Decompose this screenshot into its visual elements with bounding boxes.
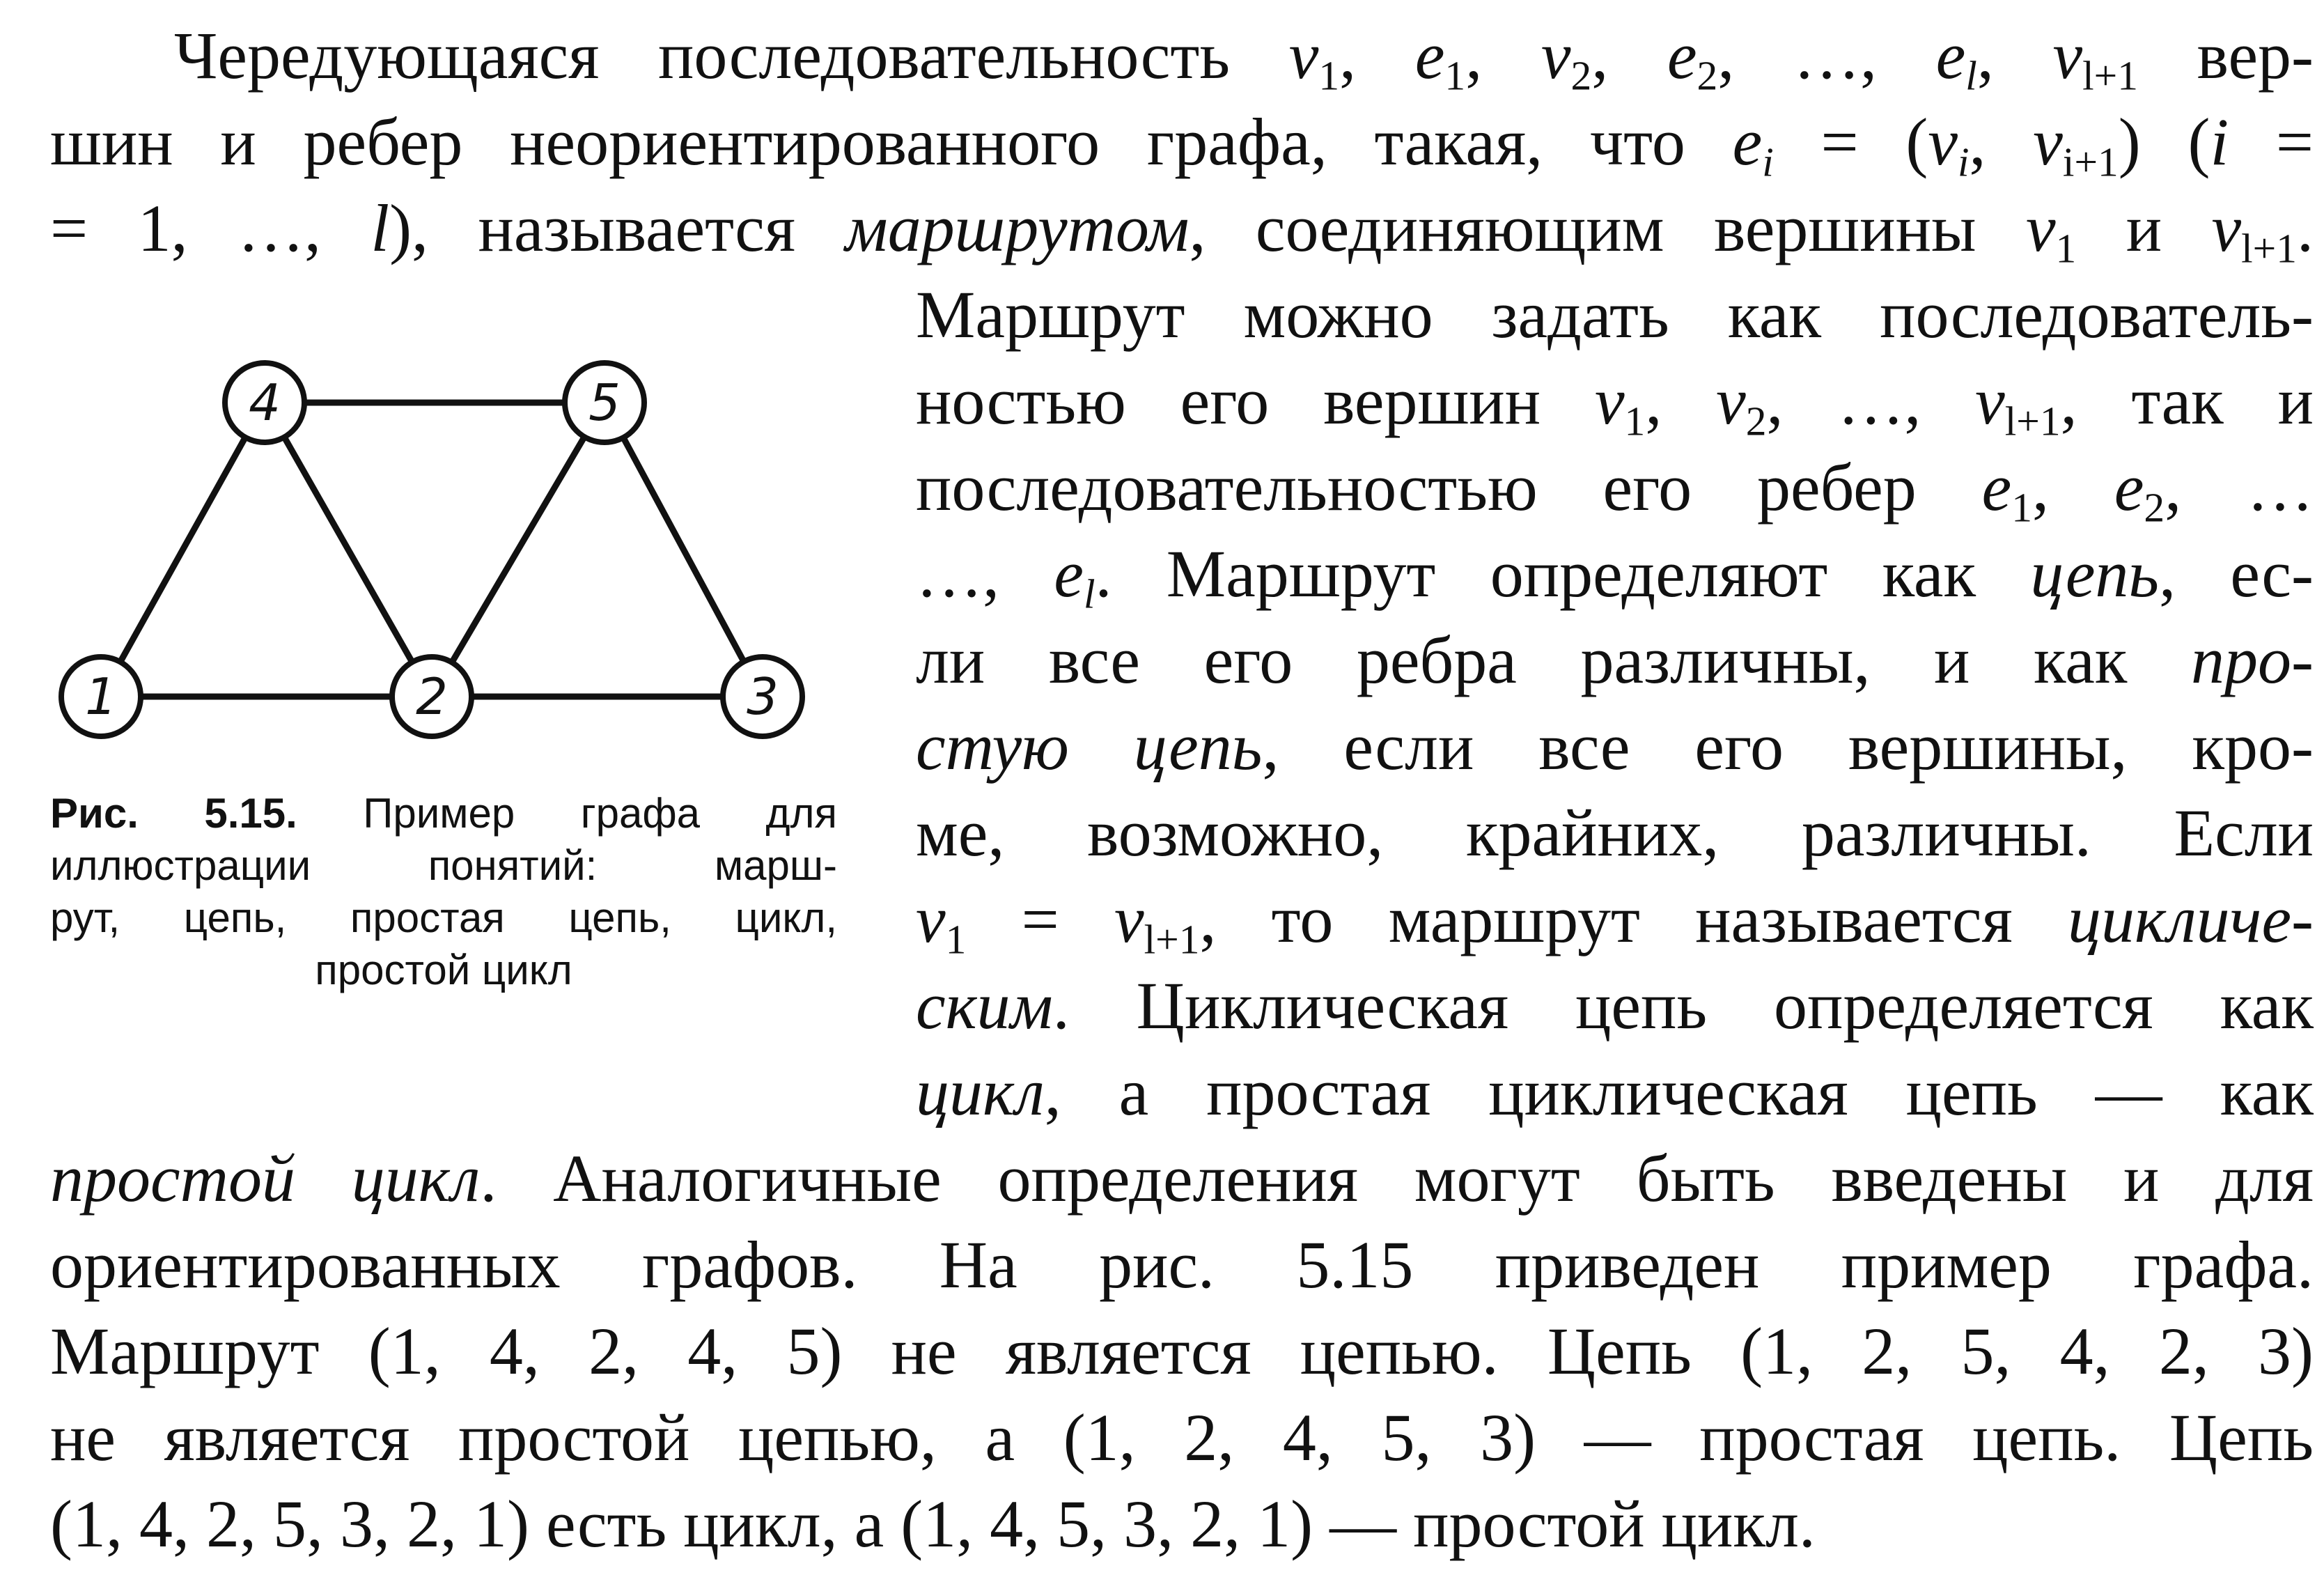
text-line-4: Маршрут можно задать как последователь- [916,277,2314,352]
math-var: v [1716,364,1746,438]
text-run: . Аналогичные определения могут быть введены и для [480,1141,2314,1216]
term-route: маршрутом [845,191,1190,265]
text-run: , а простая циклическая цепь — как [1044,1055,2314,1129]
math-subscript: i [1762,139,1774,185]
graph-node-label: 5 [588,373,621,432]
text-run: , ес- [2159,536,2314,611]
text-run: ли все его ребра различны, и как [916,623,2192,697]
text-run: = [966,882,1114,956]
text-run: , то маршрут называется [1199,882,2068,956]
graph-node-label: 1 [85,667,117,726]
math-subscript: 1 [945,916,967,963]
math-subscript: l+1 [2241,225,2297,272]
math-subscript: 2 [1570,52,1592,99]
graph-node-label: 2 [416,667,448,726]
math-subscript: i+1 [2062,139,2119,185]
term-cycle: цикл [916,1055,1045,1129]
math-var: e [1981,450,2012,525]
text-line-13 [916,1049,2314,1135]
text-line-16: Маршрут (1, 4, 2, 4, 5) не является цепью. Цепь (1, 2, 5, 4, 2, 3) [50,1314,2314,1388]
term-simple-chain: про- [2191,623,2314,697]
graph-edge-5-3 [605,403,763,697]
caption-text: Пример графа для [297,790,837,837]
text-line-2 [50,99,2314,185]
math-subscript: l [1083,571,1095,617]
text-run: , …, [1766,364,1976,438]
text-run: , [1339,18,1415,93]
text-run: ), называется [389,191,845,265]
math-var: v [2033,104,2063,179]
caption-line-4: простой цикл [315,947,572,993]
math-var: e [2114,450,2144,525]
text-line-9 [916,704,2314,790]
text-line-15: ориентированных графов. На рис. 5.15 приведен пример графа. [50,1227,2314,1302]
graph-edge-1-4 [101,403,265,697]
graph-edge-4-2 [265,403,432,697]
math-var: v [1541,18,1571,93]
caption-line-2: иллюстрации понятий: марш- [50,842,837,889]
text-line-1 [174,13,2314,99]
text-run: , [2031,450,2114,525]
math-subscript: 1 [2011,484,2032,531]
caption-line-3: рут, цепь, простая цепь, цикл, [50,894,837,941]
term-cyclic: цикличе- [2067,882,2314,956]
graph-edge-2-5 [432,403,605,697]
text-line-8 [916,617,2314,704]
graph-node-3 [723,657,802,736]
text-run: = 1, …, [50,191,371,265]
math-var: v [1594,364,1625,438]
math-subscript: 1 [1444,52,1466,99]
text-run: , [1645,364,1717,438]
text-run: . Циклическая цепь определяется как [1052,968,2314,1043]
graph-node-5 [565,363,644,442]
text-line-14 [50,1135,2314,1222]
text-run: и [2076,191,2212,265]
graph-node-4 [225,363,304,442]
text-line-11 [916,876,2314,963]
math-var: e [1054,536,1084,611]
graph-node-label: 4 [249,373,281,432]
math-subscript: l [1965,52,1977,99]
text-run: , [1976,18,2053,93]
math-var: v [1288,18,1319,93]
math-var: l [371,191,390,265]
text-run: последовательностью его ребер [916,450,1982,525]
text-run: Чередующаяся последовательность [174,18,1289,93]
caption-label: Рис. 5.15. [50,790,297,837]
math-subscript: 2 [1745,398,1767,444]
math-var: i [2210,104,2229,179]
graph-node-label: 3 [747,667,779,726]
math-subscript: 2 [2144,484,2165,531]
term-simple-cycle: простой цикл [50,1141,481,1216]
math-var: v [2211,191,2242,265]
math-var: e [1732,104,1763,179]
text-line-3 [50,185,2314,272]
text-line-10: ме, возможно, крайних, различны. Если [916,796,2314,870]
math-var: v [2025,191,2056,265]
math-var: v [2052,18,2083,93]
text-run: = ( [1773,104,1928,179]
text-line-5 [916,358,2314,444]
text-run: , [1969,104,2034,179]
text-run: , [1465,18,1541,93]
math-var: v [1114,882,1144,956]
math-var: e [1667,18,1697,93]
math-subscript: 1 [1318,52,1340,99]
text-run: ностью его вершин [916,364,1595,438]
graph-diagram [42,320,850,745]
math-var: v [1975,364,2005,438]
text-run: , если все его вершины, кро- [1262,709,2314,784]
text-run: . [2297,191,2314,265]
text-run: , …, [1717,18,1936,93]
text-run: , … [2165,450,2314,525]
text-run: . Маршрут определяют как [1095,536,2031,611]
term-chain: цепь [2030,536,2160,611]
math-subscript: 2 [1697,52,1718,99]
graph-node-1 [61,657,141,736]
text-run: , [1591,18,1667,93]
graph-figure [42,320,850,745]
math-var: e [1935,18,1966,93]
text-run: шин и ребер неориентированного графа, такая, что [50,104,1733,179]
math-var: v [1928,104,1958,179]
text-line-17: не является простой цепью, а (1, 2, 4, 5, 3) — простая цепь. Цепь [50,1400,2314,1475]
math-subscript: l+1 [1144,916,1200,963]
text-run: …, [916,536,1054,611]
text-run: ) ( [2118,104,2210,179]
text-run: = [2229,104,2314,179]
math-subscript: 1 [2055,225,2077,272]
text-run: , так и [2060,364,2314,438]
text-run: , соединяющим вершины [1189,191,2026,265]
math-var: e [1414,18,1445,93]
math-subscript: 1 [1624,398,1646,444]
caption-line-1 [50,787,837,839]
text-line-12 [916,963,2314,1049]
graph-node-2 [392,657,471,736]
math-subscript: i [1958,139,1970,185]
text-line-7 [916,531,2314,617]
math-subscript: l+1 [2082,52,2138,99]
term-simple-chain: стую цепь [916,709,1263,784]
text-line-6 [916,444,2314,531]
text-run: вер- [2138,18,2314,93]
term-cyclic: ским [916,968,1053,1043]
text-line-18: (1, 4, 2, 5, 3, 2, 1) есть цикл, а (1, 4, 5, 3, 2, 1) — простой цикл. [50,1487,1816,1561]
figure-caption [50,787,837,996]
math-var: v [916,882,946,956]
math-subscript: l+1 [2004,398,2061,444]
